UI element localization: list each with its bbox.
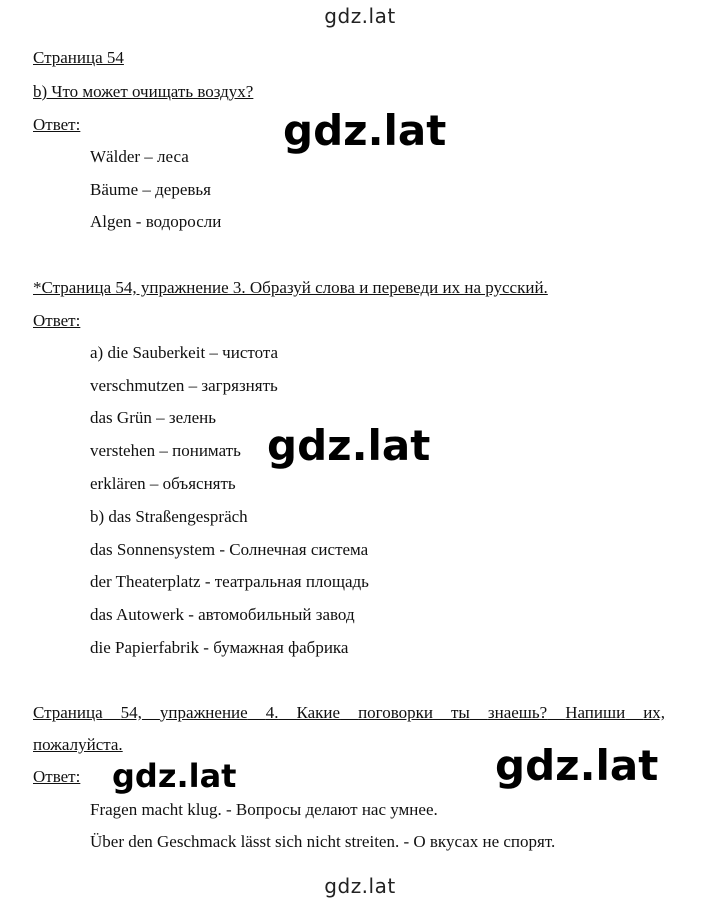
title-word: их, [643, 703, 666, 722]
title-word: Какие [296, 703, 341, 722]
watermark-large-1: gdz.lat [283, 106, 447, 155]
title-word: ты [451, 703, 470, 722]
watermark-large-2: gdz.lat [267, 421, 431, 470]
section3-title-line1 [33, 703, 665, 723]
section3-item: Über den Geschmack lässt sich nicht streiten. - О вкусах не спорят. [90, 832, 556, 851]
section2-item: verschmutzen – загрязнять [90, 376, 278, 395]
section2-item: das Autowerk - автомобильный завод [90, 605, 355, 624]
section1-title: Страница 54 [33, 48, 124, 67]
title-word: поговорки [358, 703, 433, 722]
title-word: Страница [33, 703, 103, 722]
watermark-footer: gdz.lat [324, 874, 396, 898]
section1-question: b) Что может очищать воздух? [33, 82, 254, 101]
section3-title-line2: пожалуйста. [33, 735, 123, 754]
title-word: 4. [265, 703, 279, 722]
watermark-large-4: gdz.lat [495, 741, 659, 790]
section2-answer-label: Ответ: [33, 311, 81, 330]
section2-item: b) das Straßengespräch [90, 507, 248, 526]
title-word: упражнение [159, 703, 248, 722]
section1-item: Bäume – деревья [90, 180, 211, 199]
section1-item: Algen - водоросли [90, 212, 222, 231]
section2-item: der Theaterplatz - театральная площадь [90, 572, 369, 591]
section2-title: *Страница 54, упражнение 3. Образуй слова и переведи их на русский. [33, 278, 548, 297]
section2-item: die Papierfabrik - бумажная фабрика [90, 638, 349, 657]
section2-item: a) die Sauberkeit – чистота [90, 343, 279, 362]
section2-item: verstehen – понимать [90, 441, 241, 460]
section2-item: das Grün – зелень [90, 408, 216, 427]
section3-answer-label: Ответ: [33, 767, 81, 786]
section3-item: Fragen macht klug. - Вопросы делают нас умнее. [90, 800, 438, 819]
section1-item: Wälder – леса [90, 147, 189, 166]
watermark-header: gdz.lat [324, 4, 396, 28]
section2-item: erklären – объяснять [90, 474, 236, 493]
title-word: 54, [120, 703, 142, 722]
section2-item: das Sonnensystem - Солнечная система [90, 540, 369, 559]
title-word: Напиши [565, 703, 626, 722]
watermark-large-3: gdz.lat [112, 757, 237, 795]
section1-answer-label: Ответ: [33, 115, 81, 134]
title-word: знаешь? [487, 703, 548, 722]
